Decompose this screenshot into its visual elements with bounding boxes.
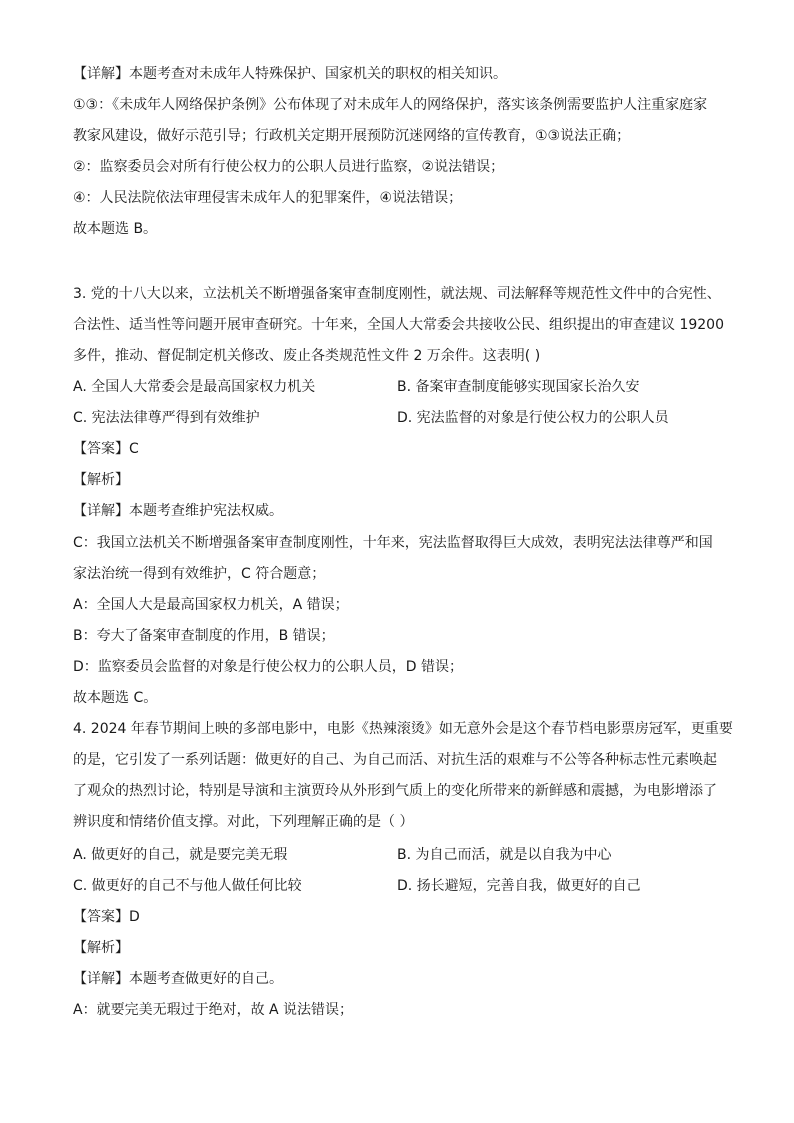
q4-stem-line2: 的是，它引发了一系列话题：做更好的自己、为自己而活、对抗生活的艰难与不公等各种标志性元素唤起	[73, 752, 717, 768]
q3-stem-line3: 多件，推动、督促制定机关修改、废止各类规范性文件 2 万余件。这表明( )	[73, 348, 541, 364]
q2-conclusion: 故本题选 B。	[73, 221, 158, 237]
q3-stem-line1: 3. 党的十八大以来，立法机关不断增强备案审查制度刚性，就法规、司法解释等规范性文件中的合宪性、	[73, 286, 721, 302]
q4-option-c: C. 做更好的自己不与他人做任何比较	[73, 878, 302, 894]
q3-b-explanation: B：夸大了备案审查制度的作用，B 错误；	[73, 628, 335, 644]
q4-analysis-heading: 【解析】	[73, 940, 129, 956]
q4-stem-line3: 了观众的热烈讨论，特别是导演和主演贾玲从外形到气质上的变化所带来的新鲜感和震撼，为电影增添了	[73, 783, 717, 799]
q2-item2: ②：监察委员会对所有行使公权力的公职人员进行监察，②说法错误；	[73, 159, 505, 175]
q4-answer: 【答案】D	[73, 909, 140, 925]
q3-conclusion: 故本题选 C。	[73, 690, 158, 706]
q4-detail: 【详解】本题考查做更好的自己。	[73, 971, 283, 987]
q3-d-explanation: D：监察委员会监督的对象是行使公权力的公职人员，D 错误；	[73, 659, 464, 675]
q4-a-explanation: A：就要完美无瑕过于绝对，故 A 说法错误；	[73, 1002, 354, 1018]
q3-answer: 【答案】C	[73, 441, 139, 457]
q3-c-line2: 家法治统一得到有效维护，C 符合题意；	[73, 566, 326, 582]
q4-stem-line4: 辨识度和情绪价值支撑。对此，下列理解正确的是（ ）	[73, 814, 414, 830]
q3-option-a: A. 全国人大常委会是最高国家权力机关	[73, 379, 316, 395]
q3-option-c: C. 宪法法律尊严得到有效维护	[73, 410, 260, 426]
q3-option-d: D. 宪法监督的对象是行使公权力的公职人员	[397, 410, 669, 426]
q2-item13-line1: ①③：《未成年人网络保护条例》公布体现了对未成年人的网络保护，落实该条例需要监护人注重家庭家	[73, 97, 708, 113]
q3-option-b: B. 备案审查制度能够实现国家长治久安	[397, 379, 640, 395]
q3-c-line1: C：我国立法机关不断增强备案审查制度刚性，十年来，宪法监督取得巨大成效，表明宪法法律尊严和国	[73, 535, 713, 551]
q2-item4: ④：人民法院依法审理侵害未成年人的犯罪案件，④说法错误；	[73, 190, 463, 206]
q3-analysis-heading: 【解析】	[73, 472, 129, 488]
q3-stem-line2: 合法性、适当性等问题开展审查研究。十年来，全国人大常委会共接收公民、组织提出的审查建议 19200	[73, 317, 724, 333]
q4-option-d: D. 扬长避短，完善自我，做更好的自己	[397, 878, 641, 894]
q4-option-a: A. 做更好的自己，就是要完美无瑕	[73, 847, 288, 863]
q2-item13-line2: 教家风建设，做好示范引导；行政机关定期开展预防沉迷网络的宣传教育，①③说法正确；	[73, 128, 631, 144]
q4-option-b: B. 为自己而活，就是以自我为中心	[397, 847, 612, 863]
q3-detail: 【详解】本题考查维护宪法权威。	[73, 503, 283, 519]
q3-a-explanation: A：全国人大是最高国家权力机关，A 错误；	[73, 597, 349, 613]
q4-stem-line1: 4. 2024 年春节期间上映的多部电影中，电影《热辣滚烫》如无意外会是这个春节档电影票房冠军，更重要	[73, 721, 733, 737]
q2-detail: 【详解】本题考查对未成年人特殊保护、国家机关的职权的相关知识。	[73, 66, 507, 82]
